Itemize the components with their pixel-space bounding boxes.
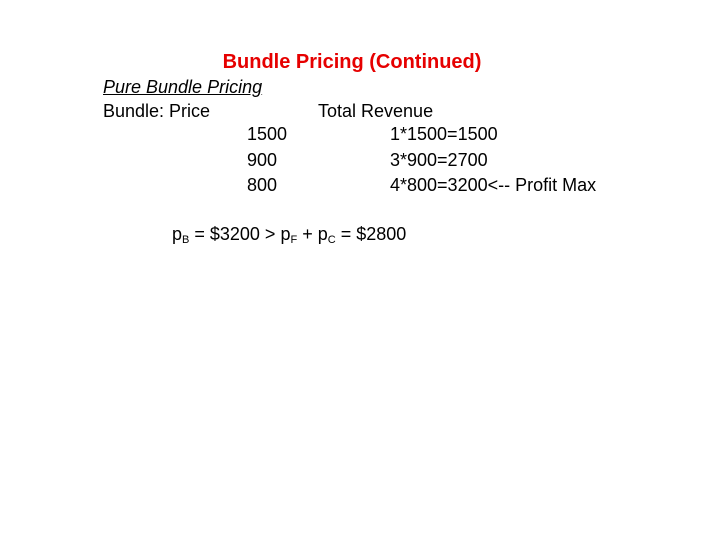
formula-p-f: p xyxy=(280,224,291,244)
price-row-1: 1500 xyxy=(247,124,288,144)
formula-part-2: + xyxy=(297,224,318,244)
revenue-row-1: 1*1500=1500 xyxy=(390,124,498,144)
bundle-comparison-formula xyxy=(172,222,406,246)
revenue-column-header: Total Revenue xyxy=(318,101,434,121)
revenue-row-2: 3*900=2700 xyxy=(390,150,488,170)
revenue-row-3: 4*800=3200<-- Profit Max xyxy=(390,175,597,195)
price-row-2: 900 xyxy=(247,150,278,170)
slide-title: Bundle Pricing (Continued) xyxy=(222,51,482,73)
formula-sub-c: C xyxy=(327,234,336,246)
formula-part-1: = $3200 > xyxy=(189,224,281,244)
formula-sub-f: F xyxy=(290,234,298,246)
formula-p-c: p xyxy=(317,224,328,244)
formula-part-3: = $2800 xyxy=(335,224,407,244)
section-subtitle: Pure Bundle Pricing xyxy=(103,77,263,97)
formula-sub-bundle: B xyxy=(182,234,190,246)
price-row-3: 800 xyxy=(247,175,278,195)
formula-p-bundle: p xyxy=(172,224,183,244)
price-column-header: Bundle: Price xyxy=(103,101,211,121)
